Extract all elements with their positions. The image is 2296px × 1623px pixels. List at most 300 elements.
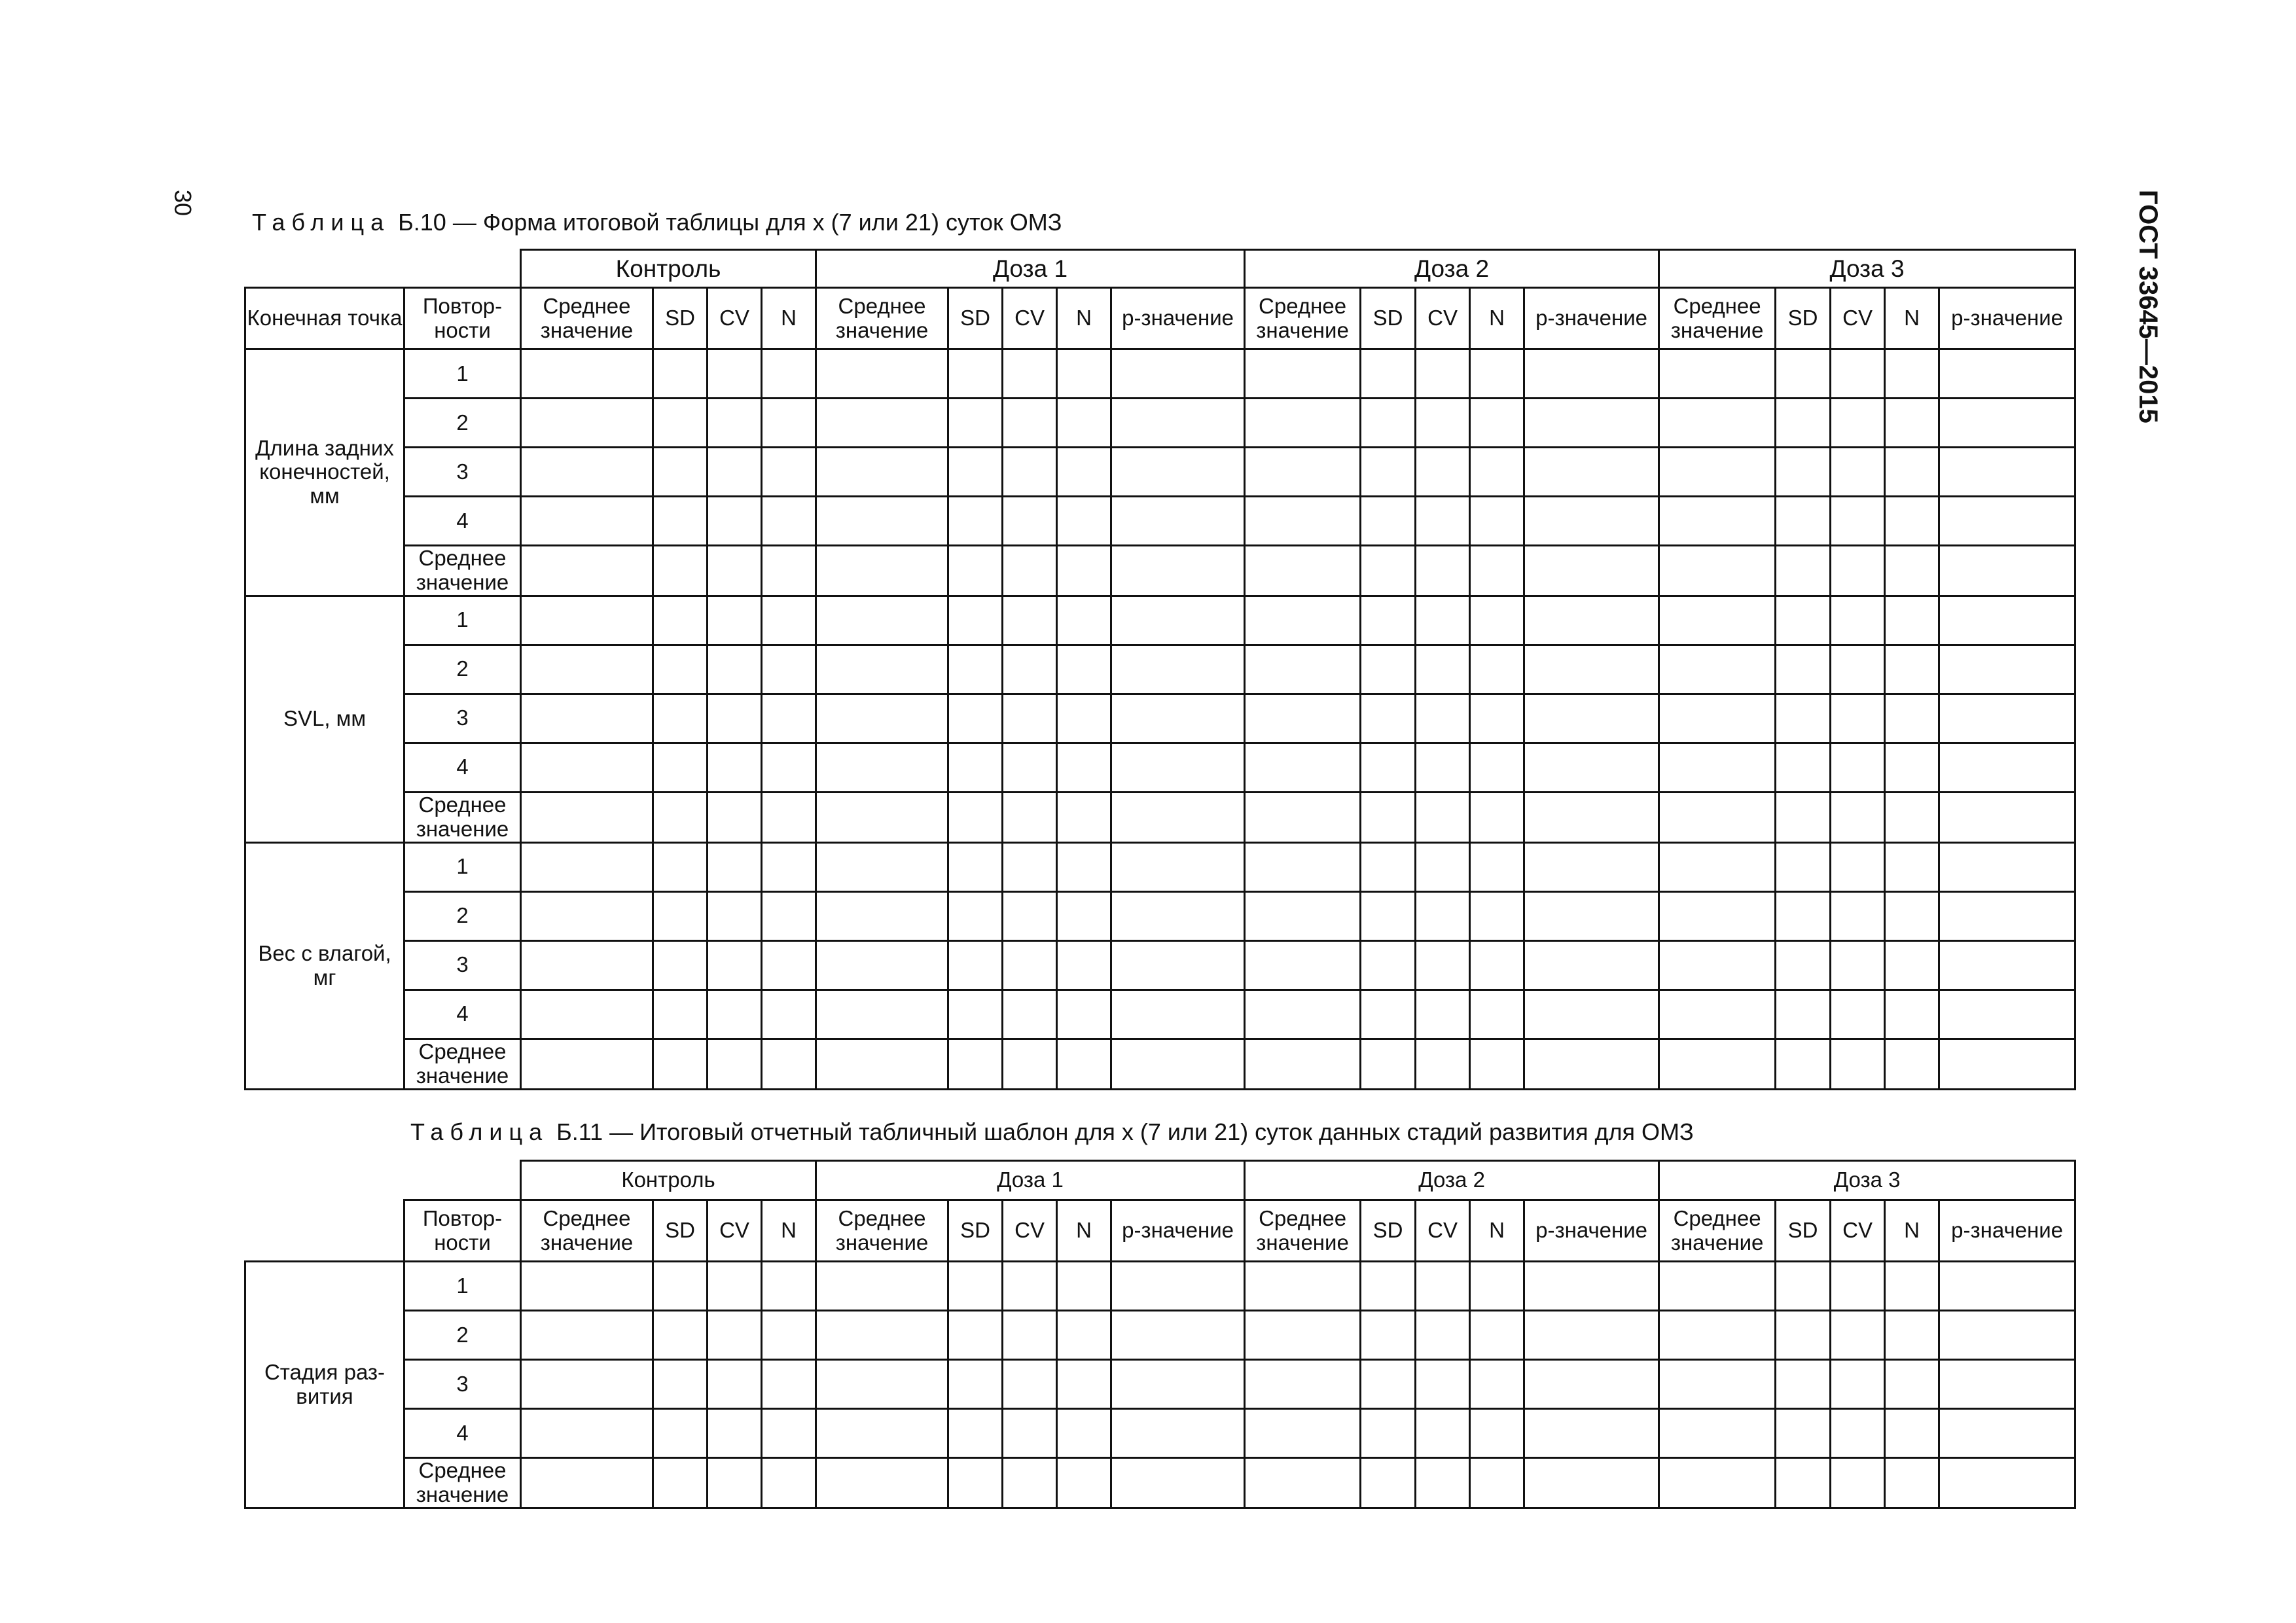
value-cell <box>1111 1409 1245 1458</box>
value-cell <box>653 1039 708 1089</box>
value-cell <box>948 792 1003 842</box>
value-cell <box>1245 743 1361 792</box>
table-row <box>245 1311 2075 1360</box>
replicate-cell: 1 <box>404 349 521 399</box>
value-cell <box>1361 792 1416 842</box>
value-cell <box>708 940 762 990</box>
group-header-control: Контроль <box>521 1161 816 1200</box>
value-cell <box>653 940 708 990</box>
value-cell <box>1776 842 1831 891</box>
value-cell <box>1361 891 1416 940</box>
column-header-row <box>245 1200 2075 1262</box>
value-cell <box>948 1311 1003 1360</box>
value-cell <box>1659 743 1776 792</box>
value-cell <box>1111 694 1245 743</box>
dose-3-cv-header: CV <box>1831 1200 1885 1262</box>
value-cell <box>1524 891 1659 940</box>
value-cell <box>816 1409 948 1458</box>
value-cell <box>1245 399 1361 448</box>
dose-1-p-header: p-значение <box>1111 288 1245 349</box>
value-cell <box>521 743 653 792</box>
group-header-dose-1: Доза 1 <box>816 250 1245 288</box>
value-cell <box>1057 1409 1111 1458</box>
value-cell <box>948 645 1003 694</box>
value-cell <box>1245 1409 1361 1458</box>
value-cell <box>1659 940 1776 990</box>
value-cell <box>653 1360 708 1409</box>
value-cell <box>1003 1409 1057 1458</box>
value-cell <box>1416 1039 1470 1089</box>
value-cell <box>762 694 816 743</box>
value-cell <box>1776 694 1831 743</box>
value-cell <box>1939 940 2075 990</box>
value-cell <box>521 792 653 842</box>
value-cell <box>708 596 762 645</box>
value-cell <box>1776 1039 1831 1089</box>
value-cell <box>1361 497 1416 546</box>
value-cell <box>816 891 948 940</box>
value-cell <box>1659 349 1776 399</box>
value-cell <box>521 399 653 448</box>
value-cell <box>948 990 1003 1039</box>
replicate-cell: 2 <box>404 645 521 694</box>
value-cell <box>708 1262 762 1311</box>
value-cell <box>1416 1311 1470 1360</box>
empty-endpoint-header <box>245 1200 404 1262</box>
dose-3-cv-header: CV <box>1831 288 1885 349</box>
table-row <box>245 1409 2075 1458</box>
dose-1-p-header: p-значение <box>1111 1200 1245 1262</box>
value-cell <box>1524 743 1659 792</box>
value-cell <box>1524 940 1659 990</box>
value-cell <box>948 1360 1003 1409</box>
value-cell <box>1524 842 1659 891</box>
value-cell <box>1111 1262 1245 1311</box>
value-cell <box>1470 694 1524 743</box>
value-cell <box>1659 546 1776 596</box>
dose-2-p-header: p-значение <box>1524 288 1659 349</box>
table-11-caption <box>410 1120 1694 1144</box>
value-cell <box>1831 1311 1885 1360</box>
dose-1-n-header: N <box>1057 1200 1111 1262</box>
value-cell <box>708 1039 762 1089</box>
value-cell <box>1245 842 1361 891</box>
dose-1-cv-header: CV <box>1003 1200 1057 1262</box>
value-cell <box>1003 792 1057 842</box>
empty-corner <box>245 1161 521 1200</box>
value-cell <box>948 349 1003 399</box>
value-cell <box>1057 1262 1111 1311</box>
value-cell <box>1416 891 1470 940</box>
value-cell <box>1659 645 1776 694</box>
value-cell <box>708 448 762 497</box>
value-cell <box>1361 1039 1416 1089</box>
value-cell <box>1659 792 1776 842</box>
replicate-cell: 4 <box>404 497 521 546</box>
value-cell <box>1470 1409 1524 1458</box>
value-cell <box>1939 399 2075 448</box>
control-cv-header: CV <box>708 1200 762 1262</box>
value-cell <box>1111 546 1245 596</box>
value-cell <box>1524 448 1659 497</box>
value-cell <box>1361 349 1416 399</box>
value-cell <box>708 546 762 596</box>
value-cell <box>653 497 708 546</box>
value-cell <box>816 546 948 596</box>
value-cell <box>1659 891 1776 940</box>
value-cell <box>762 1039 816 1089</box>
dose-1-n-header: N <box>1057 288 1111 349</box>
value-cell <box>1416 349 1470 399</box>
value-cell <box>1003 1458 1057 1508</box>
table-10 <box>244 249 2076 1090</box>
table-row <box>245 792 2075 842</box>
value-cell <box>1831 990 1885 1039</box>
value-cell <box>1470 842 1524 891</box>
value-cell <box>1111 349 1245 399</box>
standard-designation: ГОСТ 33645—2015 <box>2134 190 2162 423</box>
value-cell <box>1524 497 1659 546</box>
value-cell <box>816 645 948 694</box>
value-cell <box>1003 596 1057 645</box>
replicate-cell: 3 <box>404 940 521 990</box>
value-cell <box>1057 645 1111 694</box>
value-cell <box>521 448 653 497</box>
value-cell <box>948 448 1003 497</box>
value-cell <box>1831 645 1885 694</box>
value-cell <box>816 1360 948 1409</box>
table-11-caption-text: Б.11 — Итоговый отчетный табличный шаблон для x (7 или 21) суток данных стадий развития для ОМЗ <box>556 1118 1694 1145</box>
value-cell <box>1361 1409 1416 1458</box>
value-cell <box>1885 1039 1939 1089</box>
value-cell <box>1245 448 1361 497</box>
value-cell <box>1885 842 1939 891</box>
table-10-caption <box>252 211 1062 234</box>
value-cell <box>1831 596 1885 645</box>
value-cell <box>1003 743 1057 792</box>
table-11-caption-prefix: Таблица <box>410 1118 549 1145</box>
replicate-cell: 2 <box>404 1311 521 1360</box>
value-cell <box>653 891 708 940</box>
value-cell <box>1885 1262 1939 1311</box>
value-cell <box>1057 546 1111 596</box>
value-cell <box>1939 990 2075 1039</box>
value-cell <box>1111 399 1245 448</box>
value-cell <box>1057 1311 1111 1360</box>
control-cv-header: CV <box>708 288 762 349</box>
value-cell <box>1776 448 1831 497</box>
value-cell <box>1057 842 1111 891</box>
value-cell <box>1470 546 1524 596</box>
value-cell <box>1524 546 1659 596</box>
value-cell <box>653 842 708 891</box>
value-cell <box>1885 792 1939 842</box>
value-cell <box>1361 399 1416 448</box>
value-cell <box>1111 1311 1245 1360</box>
value-cell <box>1776 546 1831 596</box>
value-cell <box>1057 891 1111 940</box>
value-cell <box>1885 1360 1939 1409</box>
value-cell <box>948 1409 1003 1458</box>
table-row <box>245 349 2075 399</box>
value-cell <box>1416 497 1470 546</box>
value-cell <box>1524 1458 1659 1508</box>
value-cell <box>1416 1409 1470 1458</box>
value-cell <box>1776 743 1831 792</box>
value-cell <box>521 842 653 891</box>
value-cell <box>653 596 708 645</box>
dose-1-sd-header: SD <box>948 1200 1003 1262</box>
value-cell <box>1659 990 1776 1039</box>
value-cell <box>653 1311 708 1360</box>
value-cell <box>1776 990 1831 1039</box>
value-cell <box>1416 990 1470 1039</box>
value-cell <box>1111 842 1245 891</box>
value-cell <box>1776 1458 1831 1508</box>
group-header-row <box>245 1161 2075 1200</box>
value-cell <box>948 891 1003 940</box>
value-cell <box>1111 1039 1245 1089</box>
value-cell <box>708 645 762 694</box>
replicate-header: Повтор-ности <box>404 1200 521 1262</box>
value-cell <box>521 1409 653 1458</box>
value-cell <box>521 1039 653 1089</box>
value-cell <box>1776 349 1831 399</box>
replicate-cell: Среднее значение <box>404 1039 521 1089</box>
value-cell <box>816 1262 948 1311</box>
value-cell <box>1776 1409 1831 1458</box>
value-cell <box>1885 645 1939 694</box>
value-cell <box>521 645 653 694</box>
value-cell <box>1831 792 1885 842</box>
value-cell <box>708 1311 762 1360</box>
value-cell <box>1831 1262 1885 1311</box>
value-cell <box>1524 596 1659 645</box>
replicate-cell: 2 <box>404 399 521 448</box>
value-cell <box>1111 891 1245 940</box>
endpoint-header: Конечная точка <box>245 288 404 349</box>
value-cell <box>1776 645 1831 694</box>
value-cell <box>708 349 762 399</box>
dose-1-mean-header: Среднее значение <box>816 288 948 349</box>
value-cell <box>708 792 762 842</box>
value-cell <box>1361 448 1416 497</box>
replicate-cell: 3 <box>404 1360 521 1409</box>
value-cell <box>762 940 816 990</box>
value-cell <box>948 1262 1003 1311</box>
value-cell <box>1524 1311 1659 1360</box>
value-cell <box>948 399 1003 448</box>
replicate-cell: 4 <box>404 990 521 1039</box>
value-cell <box>816 1039 948 1089</box>
value-cell <box>653 792 708 842</box>
value-cell <box>1885 497 1939 546</box>
endpoint-cell: Стадия раз-вития <box>245 1262 404 1508</box>
value-cell <box>1939 1360 2075 1409</box>
value-cell <box>1111 448 1245 497</box>
value-cell <box>1416 694 1470 743</box>
value-cell <box>1245 1311 1361 1360</box>
value-cell <box>1245 940 1361 990</box>
value-cell <box>521 891 653 940</box>
group-header-control: Контроль <box>521 250 816 288</box>
value-cell <box>1416 842 1470 891</box>
value-cell <box>521 1311 653 1360</box>
table-row <box>245 891 2075 940</box>
value-cell <box>1003 694 1057 743</box>
table-row <box>245 1262 2075 1311</box>
table-10-caption-text: Б.10 — Форма итоговой таблицы для x (7 или 21) суток ОМЗ <box>398 209 1062 236</box>
value-cell <box>1245 694 1361 743</box>
group-header-dose-3: Доза 3 <box>1659 250 2075 288</box>
value-cell <box>948 546 1003 596</box>
value-cell <box>1939 891 2075 940</box>
group-header-dose-2: Доза 2 <box>1245 1161 1659 1200</box>
dose-3-sd-header: SD <box>1776 288 1831 349</box>
value-cell <box>1245 645 1361 694</box>
value-cell <box>653 990 708 1039</box>
value-cell <box>762 645 816 694</box>
dose-2-sd-header: SD <box>1361 288 1416 349</box>
value-cell <box>1659 1360 1776 1409</box>
value-cell <box>1831 891 1885 940</box>
dose-3-n-header: N <box>1885 288 1939 349</box>
value-cell <box>1659 1409 1776 1458</box>
replicate-cell: 1 <box>404 1262 521 1311</box>
value-cell <box>1361 1360 1416 1409</box>
dose-1-sd-header: SD <box>948 288 1003 349</box>
table-row <box>245 546 2075 596</box>
table-row <box>245 1458 2075 1508</box>
table-row <box>245 842 2075 891</box>
value-cell <box>816 448 948 497</box>
value-cell <box>1524 792 1659 842</box>
value-cell <box>1776 596 1831 645</box>
value-cell <box>1885 940 1939 990</box>
value-cell <box>1003 990 1057 1039</box>
endpoint-cell: Вес с влагой, мг <box>245 842 404 1089</box>
value-cell <box>762 1262 816 1311</box>
value-cell <box>1885 349 1939 399</box>
value-cell <box>1659 399 1776 448</box>
value-cell <box>1939 448 2075 497</box>
value-cell <box>816 1458 948 1508</box>
table-row <box>245 645 2075 694</box>
value-cell <box>1245 546 1361 596</box>
value-cell <box>1939 743 2075 792</box>
control-sd-header: SD <box>653 288 708 349</box>
value-cell <box>1416 1360 1470 1409</box>
value-cell <box>1057 694 1111 743</box>
value-cell <box>1245 990 1361 1039</box>
value-cell <box>653 645 708 694</box>
value-cell <box>1831 1039 1885 1089</box>
table-row <box>245 1039 2075 1089</box>
table-row <box>245 497 2075 546</box>
value-cell <box>1003 1262 1057 1311</box>
value-cell <box>1885 596 1939 645</box>
dose-2-mean-header: Среднее значение <box>1245 1200 1361 1262</box>
value-cell <box>1361 743 1416 792</box>
value-cell <box>1939 792 2075 842</box>
value-cell <box>1057 349 1111 399</box>
value-cell <box>1831 497 1885 546</box>
value-cell <box>1361 1262 1416 1311</box>
value-cell <box>1416 645 1470 694</box>
value-cell <box>816 399 948 448</box>
value-cell <box>1470 1262 1524 1311</box>
value-cell <box>762 1458 816 1508</box>
value-cell <box>521 1262 653 1311</box>
group-header-row <box>245 250 2075 288</box>
value-cell <box>762 497 816 546</box>
value-cell <box>762 448 816 497</box>
value-cell <box>1057 990 1111 1039</box>
replicate-cell: 3 <box>404 694 521 743</box>
value-cell <box>816 940 948 990</box>
value-cell <box>1416 448 1470 497</box>
value-cell <box>1659 497 1776 546</box>
value-cell <box>653 1458 708 1508</box>
value-cell <box>1470 349 1524 399</box>
endpoint-cell: SVL, мм <box>245 596 404 842</box>
value-cell <box>1831 1458 1885 1508</box>
dose-1-mean-header: Среднее значение <box>816 1200 948 1262</box>
replicate-header: Повтор-ности <box>404 288 521 349</box>
value-cell <box>653 1409 708 1458</box>
value-cell <box>1524 399 1659 448</box>
value-cell <box>1939 1039 2075 1089</box>
value-cell <box>1470 1039 1524 1089</box>
value-cell <box>1776 940 1831 990</box>
value-cell <box>816 792 948 842</box>
value-cell <box>1885 990 1939 1039</box>
value-cell <box>1831 349 1885 399</box>
value-cell <box>1524 645 1659 694</box>
value-cell <box>1003 1360 1057 1409</box>
table-row <box>245 990 2075 1039</box>
value-cell <box>708 842 762 891</box>
value-cell <box>1885 743 1939 792</box>
value-cell <box>653 448 708 497</box>
table-row <box>245 743 2075 792</box>
dose-1-cv-header: CV <box>1003 288 1057 349</box>
value-cell <box>1003 546 1057 596</box>
value-cell <box>521 1360 653 1409</box>
value-cell <box>1470 497 1524 546</box>
value-cell <box>653 399 708 448</box>
value-cell <box>1776 1360 1831 1409</box>
value-cell <box>816 596 948 645</box>
replicate-cell: 1 <box>404 842 521 891</box>
value-cell <box>1111 497 1245 546</box>
dose-2-n-header: N <box>1470 288 1524 349</box>
value-cell <box>816 694 948 743</box>
value-cell <box>521 940 653 990</box>
table-row <box>245 694 2075 743</box>
value-cell <box>1885 891 1939 940</box>
table-row <box>245 596 2075 645</box>
value-cell <box>1831 399 1885 448</box>
value-cell <box>1003 842 1057 891</box>
value-cell <box>1003 497 1057 546</box>
value-cell <box>1885 694 1939 743</box>
value-cell <box>1245 1360 1361 1409</box>
value-cell <box>1659 694 1776 743</box>
value-cell <box>1361 940 1416 990</box>
value-cell <box>1361 1311 1416 1360</box>
value-cell <box>708 399 762 448</box>
